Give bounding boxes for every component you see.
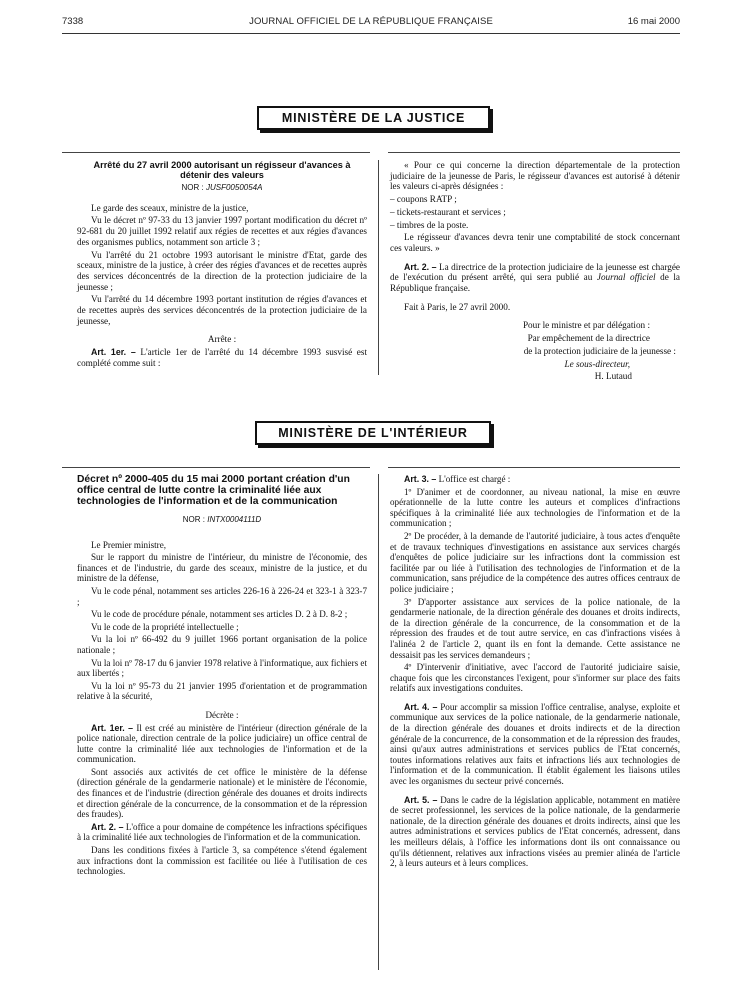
article-text: La directrice de la protection judiciaire de la jeunesse est chargée de l'exécution du présent arrêté, qui sera publié au [390, 261, 680, 283]
decret-article-2 [77, 822, 367, 843]
decret-title: Décret nº 2000-405 du 15 mai 2000 portant création d'un office central de lutte contre la criminalité liée aux technologies de l'information et de la communication [77, 474, 350, 507]
justice-right-column [390, 160, 680, 384]
justice-regisseur: Le régisseur d'avances devra tenir une comptabilité de stock concernant ces valeurs. » [390, 232, 680, 253]
ministry-box-interieur [255, 421, 491, 445]
article-text: L'office a pour domaine de compétence les infractions spécifiques à la criminalité liée aux technologies de l'information et de la communication. [77, 821, 367, 843]
ministry-box-justice [257, 106, 490, 130]
column-divider-1 [378, 160, 379, 375]
justice-para: Vu l'arrêté du 21 octobre 1993 autorisant le ministre d'Etat, garde des sceaux, ministre de la justice, à créer des régies d'avances et de recettes auprès des services déconcentrés de la direction de la protection judiciaire de la jeunesse ; [77, 249, 367, 292]
ministry-title-interieur: MINISTÈRE DE L'INTÉRIEUR [278, 426, 468, 440]
section-rule-left-1 [62, 152, 370, 153]
article-3-item: 3º D'apporter assistance aux services de la police nationale, de la gendarmerie nationale, de la direction générale des douanes et droits indirects, de la direction générale de la concurrence, de la consommation et de la répression des fraudes et de tout autre service, en cas d'infractions visées à l'alinéa 2 de l'article 2, quant ils en font la demande. Cette assistance ne dessaisit pas les services demandeurs ; [390, 596, 680, 660]
article-text: Il est créé au ministère de l'intérieur (direction générale de la police nationale, direction centrale de la police judiciaire) un office central de lutte contre la criminalité liée aux technologies de l'information et de la communication. [77, 722, 367, 765]
issue-date: 16 mai 2000 [627, 16, 680, 27]
decrete-word: Décrète : [205, 709, 239, 720]
decret-article-4 [390, 702, 680, 787]
interieur-right-column [390, 474, 680, 871]
article-text: L'article 1er de l'arrêté du 14 décembre 1993 susvisé est complété comme suit : [77, 347, 367, 368]
page-number: 7338 [62, 16, 84, 27]
list-item: – tickets-restaurant et services ; [390, 206, 506, 217]
article-3-item: 1º D'animer et de coordonner, au niveau national, la mise en œuvre opérationnelle de la lutte contre les auteurs et complices d'infractions spécifiques à la criminalité liée aux technologies de l'information et de la communication ; [390, 486, 680, 529]
article-label: Art. 3. – [404, 474, 437, 484]
decret-article-1 [77, 723, 367, 765]
list-item: – timbres de la poste. [390, 219, 469, 230]
article-text: Dans le cadre de la législation applicable, notamment en matière de secret professionnel, les services de la police nationale, de la gendarmerie nationale, de la direction générale des douanes et droits indirects, ainsi que les autres administrations et services publics de l'Etat concernés, adressent, dans les meilleurs délais, à l'office les informations dont ils ont connaissance ou qu'ils détiennent, relatives aux infractions visées au premier alinéa de l'article 2, à leurs auteurs et à leurs complices. [390, 794, 680, 869]
article-label: Art. 2. – [404, 261, 437, 272]
article-label: Art. 4. – [404, 701, 438, 712]
interieur-nor [77, 515, 367, 526]
column-divider-2 [378, 474, 379, 970]
decret-article-1-para: Sont associés aux activités de cet office le ministère de la défense (direction générale de la gendarmerie nationale) et le ministère de l'économie, des finances et de l'industrie (direction générale des douanes et droits indirects et direction générale de la concurrence, de la consommation et de la répression des fraudes). [77, 766, 367, 820]
justice-article-1 [77, 347, 367, 368]
article-text: L'office est chargé : [438, 474, 511, 484]
article-label: Art. 5. – [404, 794, 438, 805]
justice-quote: « Pour ce qui concerne la direction départementale de la protection judiciaire de la jeunesse de Paris, le régisseur d'avances est autorisé à détenir les valeurs ci-après désignées : [390, 160, 680, 192]
interieur-left-column [77, 474, 367, 879]
justice-arrete-word: Arrête : [207, 334, 237, 345]
justice-para: Le garde des sceaux, ministre de la justice, [91, 202, 249, 213]
justice-para: Vu l'arrêté du 14 décembre 1993 portant institution de régies d'avances et de recettes auprès des services déconcentrés de la protection judiciaire de la jeunesse, [77, 294, 367, 326]
interieur-para: Vu le code pénal, notamment ses articles 226-16 à 226-24 et 323-1 à 323-7 ; [77, 585, 367, 607]
section-rule-right-1 [388, 152, 680, 153]
interieur-para: Le Premier ministre, [91, 539, 167, 550]
page-header [62, 16, 680, 30]
ministry-title-justice: MINISTÈRE DE LA JUSTICE [281, 111, 466, 125]
signature-line: Pour le ministre et par délégation : [522, 320, 650, 331]
signature-title [390, 359, 680, 370]
interieur-para: Vu la loi nº 66-492 du 9 juillet 1966 portant organisation de la police nationale ; [77, 634, 367, 655]
article-label: Art. 1er. – [91, 347, 136, 358]
article-3-item: 2º De procéder, à la demande de l'autorité judiciaire, à tous actes d'enquête et de travaux techniques d'investigations en assistance aux services chargés d'enquêtes de police judiciaire sur les infractions dont la commission est facilitée par ou liée à l'utilisation des technologies de l'information et de la communication, sans préjudice de la compétence des autres offices centraux de police judiciaire ; [390, 530, 680, 594]
section-rule-left-2 [62, 467, 370, 468]
decret-article-5 [390, 795, 680, 869]
journal-officiel-ref: Journal officiel [596, 272, 656, 283]
list-item: – coupons RATP ; [390, 194, 457, 205]
article-label: Art. 2. – [91, 821, 124, 832]
header-rule [62, 33, 680, 34]
justice-arrete-title: Arrêté du 27 avril 2000 autorisant un régisseur d'avances à détenir des valeurs [93, 160, 351, 180]
nor-code: JUSF0050054A [205, 183, 263, 192]
justice-fait: Fait à Paris, le 27 avril 2000. [404, 301, 511, 312]
article-text: Pour accomplir sa mission l'office centralise, analyse, exploite et communique aux services de la police nationale, de la gendarmerie nationale, de la direction générale des douanes et droits indirects et de la direction générale de la concurrence, de la consommation et de la répression des fraudes, ainsi qu'aux autres administrations et services publics de l'Etat concernés, toutes informations relatives aux faits et infractions liés aux technologies de l'information et de la communication. Il établit également les liaisons utiles avec les organismes du secteur privé concernés. [390, 701, 680, 787]
justice-para: Vu le décret nº 97-33 du 13 janvier 1997 portant modification du décret nº 92-681 du 20 juillet 1992 relatif aux régies de recettes et aux régies d'avances des organismes publics, notamment son article 3 ; [77, 215, 367, 247]
article-label: Art. 1er. – [91, 722, 134, 733]
interieur-para: Vu la loi nº 78-17 du 6 janvier 1978 relative à l'informatique, aux fichiers et aux libertés ; [77, 657, 367, 679]
interieur-para: Vu le code de procédure pénale, notamment ses articles D. 2 à D. 8-2 ; [91, 609, 348, 620]
article-text: de la République française. [390, 272, 680, 294]
nor-label: NOR : [181, 183, 206, 192]
nor-label: NOR : [182, 515, 208, 524]
justice-article-2 [390, 262, 680, 294]
interieur-para: Vu la loi nº 95-73 du 21 janvier 1995 d'orientation et de programmation relative à la sécurité, [77, 680, 367, 702]
decret-article-2-para: Dans les conditions fixées à l'article 3, sa compétence s'étend également aux infractions dont la commission est facilitée ou liée à l'utilisation de ces technologies. [77, 845, 367, 877]
interieur-para: Sur le rapport du ministre de l'intérieur, du ministre de l'économie, des finances et de l'industrie, du garde des sceaux, ministre de la justice, et du ministre de la défense, [77, 552, 367, 584]
journal-title: JOURNAL OFFICIEL DE LA RÉPUBLIQUE FRANÇAISE [249, 16, 493, 27]
article-3-item: 4º D'intervenir d'initiative, avec l'accord de l'autorité judiciaire saisie, chaque fois que les circonstances l'exigent, pour s'informer sur place des faits relatifs aux investigations conduites. [390, 662, 680, 694]
signature-name: H. Lutaud [594, 371, 632, 382]
nor-code: INTX0004111D [207, 515, 262, 524]
signature-line: de la protection judiciaire de la jeunesse : [523, 345, 676, 356]
signature-title-text: Le sous-directeur, [564, 358, 630, 369]
interieur-para: Vu le code de la propriété intellectuelle ; [91, 621, 239, 632]
section-rule-right-2 [388, 467, 680, 468]
signature-line: Par empêchement de la directrice [527, 333, 650, 344]
justice-nor [77, 183, 367, 194]
justice-left-column [77, 160, 367, 371]
decret-article-3 [390, 474, 680, 485]
